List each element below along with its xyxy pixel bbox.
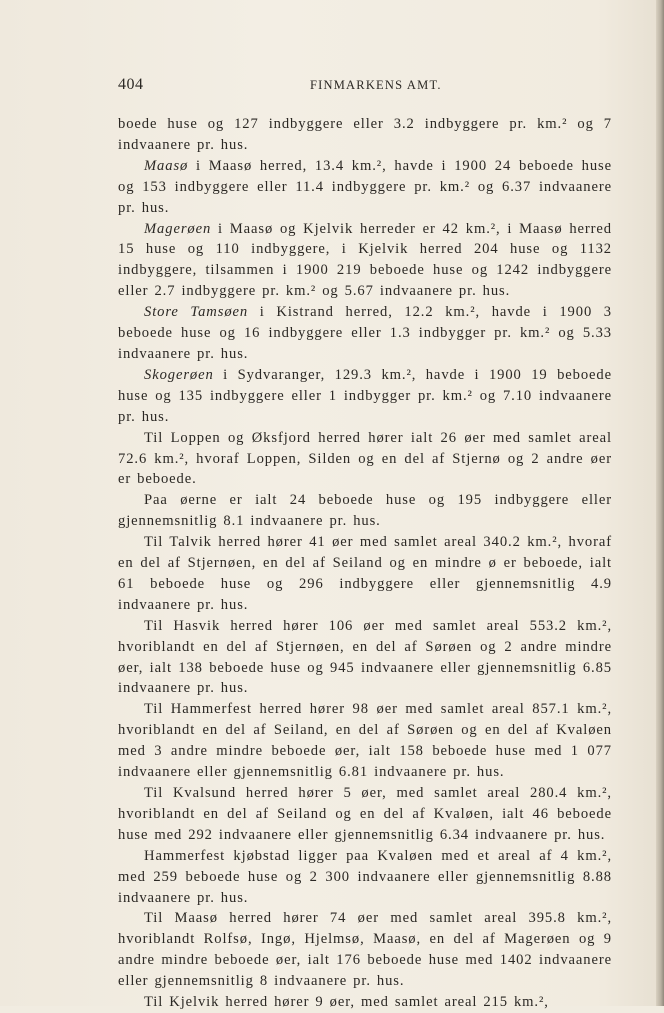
- paragraph-text: Til Kvalsund herred hører 5 øer, med samlet areal 280.4 km.², hvoriblandt en del af Seiland og en del af Kvaløen, ialt 46 beboede huse med 292 indvaanere eller gjennemsnitlig 6.34 indvaanere pr. hus.: [118, 785, 612, 843]
- paragraph: [118, 156, 612, 219]
- paragraph-text: i Sydvaranger, 129.3 km.², havde i 1900 19 beboede huse og 135 indbyggere eller 1 indbygger pr. km.² og 7.10 indvaanere pr. hus.: [118, 366, 612, 425]
- running-title: FINMARKENS AMT.: [310, 78, 442, 92]
- paragraph: [118, 616, 612, 700]
- paragraph-text: i Kistrand herred, 12.2 km.², havde i 1900 3 beboede huse og 16 indbyggere eller 1.3 indbygger pr. km.² og 5.33 indvaanere pr. hus.: [118, 304, 613, 362]
- paragraph: [118, 532, 612, 616]
- body-text: [118, 114, 612, 1013]
- paragraph-text: Til Hasvik herred hører 106 øer med samlet areal 553.2 km.², hvoriblandt en del af Stjernøen, en del af Sørøen og 2 andre mindre øer, ialt 138 beboede huse og 945 indvaanere eller gjennemsnitlig 6.85 indvaanere pr. hus.: [118, 617, 612, 697]
- paragraph-text: boede huse og 127 indbyggere eller 3.2 indbyggere pr. km.² og 7 indvaanere pr. hus.: [118, 116, 612, 153]
- paragraph: [118, 783, 612, 846]
- paragraph-text: i Maasø herred, 13.4 km.², havde i 1900 24 beboede huse og 153 indbyggere eller 11.4 indbyggere pr. km.² og 6.37 indvaanere pr. hus.: [118, 157, 612, 216]
- place-name: Skogerøen: [144, 366, 214, 383]
- paragraph-text: Hammerfest kjøbstad ligger paa Kvaløen med et areal af 4 km.², med 259 beboede huse og 2 300 indvaanere eller gjennemsnitlig 8.88 indvaanere pr. hus.: [118, 847, 612, 906]
- page-edge-shadow: [656, 0, 664, 1006]
- paragraph-text: i Maasø og Kjelvik herreder er 42 km.², i Maasø herred 15 huse og 110 indbyggere, i Kjelvik herred 204 huse og 1132 indbyggere, tilsammen i 1900 219 beboede huse og 1242 indbyggere eller 2.7 indbyggere pr. km.² og 5.67 indvaanere pr. hus.: [118, 220, 612, 300]
- page-number: 404: [118, 76, 144, 93]
- page-header: [118, 76, 640, 96]
- place-name: Maasø: [144, 157, 189, 174]
- paragraph-text: Til Maasø herred hører 74 øer med samlet areal 395.8 km.², hvoriblandt Rolfsø, Ingø, Hjelmsø, Maasø, en del af Magerøen og 9 andre mindre beboede øer, ialt 176 beboede huse med 1402 indvaanere eller gjennemsnitlig 8 indvaanere pr. hus.: [118, 910, 612, 990]
- paragraph: [118, 302, 612, 365]
- paragraph-text: Til Hammerfest herred hører 98 øer med samlet areal 857.1 km.², hvoriblandt en del af Seiland, en del af Sørøen og en del af Kvaløen med 3 andre mindre beboede øer, ialt 158 beboede huse med 1 077 indvaanere eller gjennemsnitlig 6.81 indvaanere pr. hus.: [118, 701, 612, 781]
- paragraph: [118, 114, 612, 156]
- paragraph: [118, 908, 612, 992]
- place-name: Store Tamsøen: [144, 304, 249, 321]
- paragraph: [118, 846, 612, 909]
- paragraph: [118, 992, 612, 1013]
- paragraph: [118, 699, 612, 783]
- paragraph: [118, 428, 612, 491]
- paragraph-text: Til Talvik herred hører 41 øer med samlet areal 340.2 km.², hvoraf en del af Stjernøen, en del af Seiland og en mindre ø er beboede, ialt 61 beboede huse og 296 indbyggere eller gjennemsnitlig 4.9 indvaanere pr. hus.: [118, 534, 612, 613]
- paragraph-text: Til Loppen og Øksfjord herred hører ialt 26 øer med samlet areal 72.6 km.², hvoraf Loppen, Silden og en del af Stjernø og 2 andre øer er beboede.: [118, 429, 612, 488]
- paragraph-text: Til Kjelvik herred hører 9 øer, med samlet areal 215 km.²,: [144, 994, 549, 1011]
- place-name: Magerøen: [144, 220, 212, 237]
- paragraph: [118, 490, 612, 532]
- paragraph-text: Paa øerne er ialt 24 beboede huse og 195 indbyggere eller gjennemsnitlig 8.1 indvaanere pr. hus.: [118, 492, 612, 530]
- paragraph: [118, 365, 612, 428]
- paragraph: [118, 219, 612, 303]
